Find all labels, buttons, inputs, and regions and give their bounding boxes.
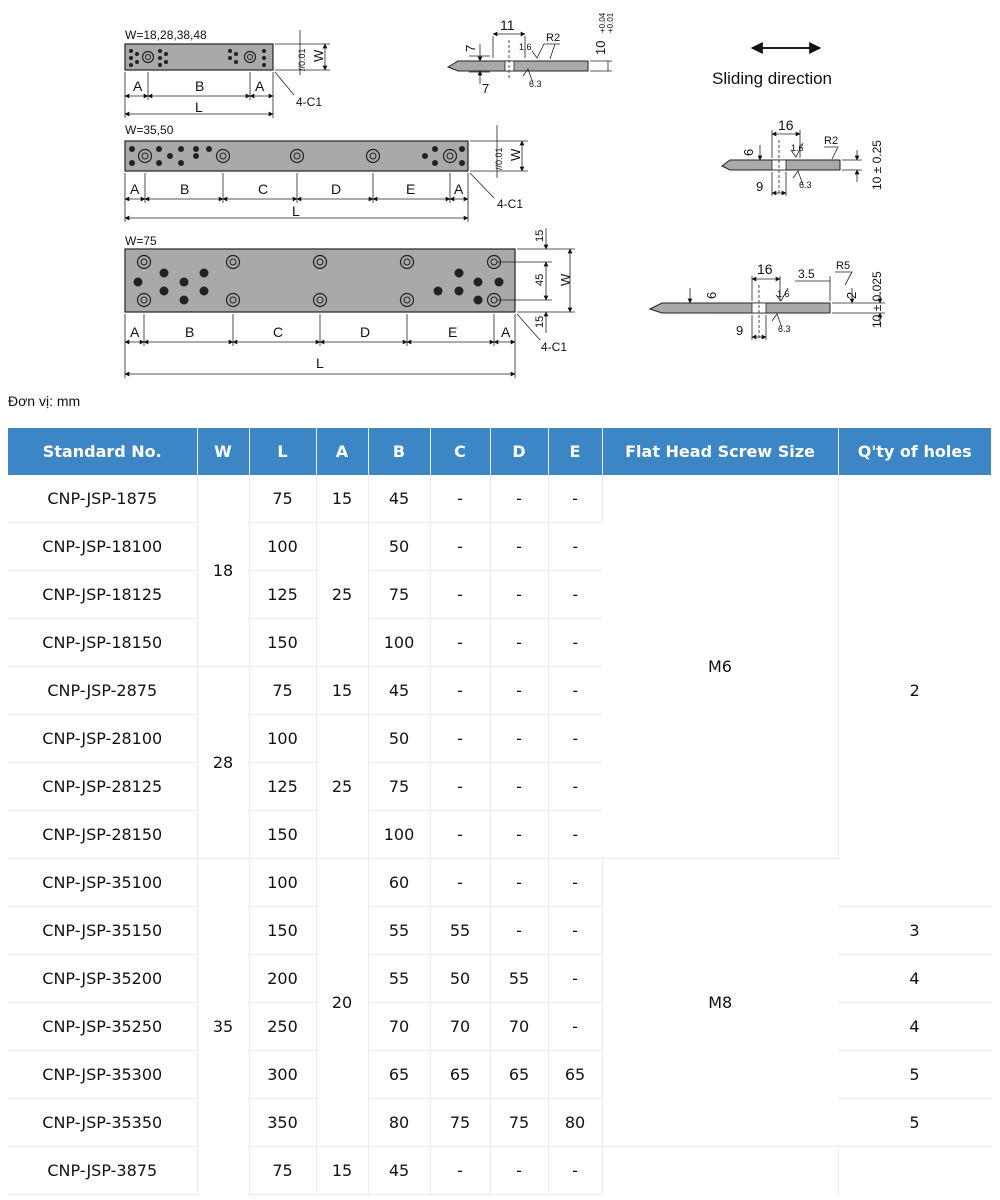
cell-d: - — [490, 811, 548, 859]
cell-standard-no: CNP-JSP-28125 — [8, 763, 197, 811]
sec2-dim-9: 9 — [756, 179, 764, 194]
col-b: B — [368, 428, 430, 475]
col-qty-holes: Q'ty of holes — [838, 428, 991, 475]
sec3-dim-9: 9 — [736, 323, 744, 338]
cell-b: 50 — [368, 523, 430, 571]
sec1-tol-lower: +0.01 — [606, 12, 615, 33]
cell-l: 150 — [249, 619, 316, 667]
cell-b: 100 — [368, 619, 430, 667]
cell-e: - — [548, 715, 602, 763]
cell-e: 65 — [548, 1051, 602, 1099]
col-w: W — [197, 428, 249, 475]
cell-e: - — [548, 907, 602, 955]
dim-top-a2: A — [255, 78, 265, 94]
section-view-1 — [448, 12, 615, 96]
cell-standard-no: CNP-JSP-18125 — [8, 571, 197, 619]
dim-bot-15-top: 15 — [534, 229, 546, 242]
cell-c: 75 — [430, 1099, 490, 1147]
cell-l: 200 — [249, 955, 316, 1003]
cell-standard-no: CNP-JSP-28100 — [8, 715, 197, 763]
col-screw-size: Flat Head Screw Size — [602, 428, 838, 475]
sec3-dim-10-tol: 10 ± 0.025 — [870, 271, 884, 328]
cell-b: 65 — [368, 1051, 430, 1099]
sec2-dim-r2: R2 — [824, 135, 839, 147]
plate-top — [125, 28, 330, 118]
cell-l: 150 — [249, 907, 316, 955]
cell-c: - — [430, 715, 490, 763]
plate-middle-width-label: W=35,50 — [125, 123, 174, 137]
col-c: C — [430, 428, 490, 475]
cell-d: - — [490, 523, 548, 571]
cell-qty-holes: 4 — [838, 1003, 991, 1051]
cell-d: - — [490, 571, 548, 619]
cell-c: - — [430, 571, 490, 619]
cell-standard-no: CNP-JSP-35250 — [8, 1003, 197, 1051]
dim-mid-c: C — [258, 181, 269, 197]
cell-e: - — [548, 811, 602, 859]
sec3-dim-3.5: 3.5 — [798, 267, 815, 281]
sec2-roughness-6.3: 6.3 — [799, 180, 812, 190]
sec1-dim-11: 11 — [500, 17, 515, 33]
cell-b: 45 — [368, 667, 430, 715]
sec3-dim-6: 6 — [704, 291, 719, 299]
table-row — [8, 1099, 991, 1147]
cell-l: 125 — [249, 763, 316, 811]
cell-d: - — [490, 619, 548, 667]
dim-bot-a1: A — [130, 324, 140, 340]
cell-e: - — [548, 619, 602, 667]
cell-c: - — [430, 1147, 490, 1195]
cell-e: - — [548, 523, 602, 571]
cell-standard-no: CNP-JSP-35200 — [8, 955, 197, 1003]
dim-bot-c: C — [273, 324, 284, 340]
plate-bottom-width-label: W=75 — [125, 234, 157, 248]
sec1-dim-r2: R2 — [546, 32, 561, 44]
col-l: L — [249, 428, 316, 475]
sec1-dim-7-top: 7 — [463, 44, 478, 52]
dim-top-chamfer: 4-C1 — [296, 95, 323, 109]
dim-bot-d: D — [360, 324, 371, 340]
cell-c: - — [430, 619, 490, 667]
cell-qty-holes: 2 — [838, 475, 991, 907]
cell-a: 25 — [316, 715, 368, 859]
cell-l: 75 — [249, 667, 316, 715]
cell-screw-size — [602, 1147, 838, 1195]
cell-standard-no: CNP-JSP-35100 — [8, 859, 197, 907]
cell-w: 35 — [197, 859, 249, 1195]
dim-mid-flatness: //0.01 — [494, 147, 504, 170]
cell-standard-no: CNP-JSP-3875 — [8, 1147, 197, 1195]
cell-e: - — [548, 475, 602, 523]
col-d: D — [490, 428, 548, 475]
cell-l: 75 — [249, 475, 316, 523]
dim-bot-e: E — [448, 324, 458, 340]
dim-mid-b: B — [180, 181, 190, 197]
sliding-direction-label: Sliding direction — [712, 69, 833, 88]
cell-standard-no: CNP-JSP-1875 — [8, 475, 197, 523]
technical-drawing — [0, 0, 1000, 385]
cell-c: - — [430, 811, 490, 859]
cell-d: - — [490, 1147, 548, 1195]
cell-e: - — [548, 1003, 602, 1051]
cell-w: 18 — [197, 475, 249, 667]
cell-a: 15 — [316, 667, 368, 715]
cell-l: 250 — [249, 1003, 316, 1051]
cell-d: - — [490, 475, 548, 523]
cell-d: 65 — [490, 1051, 548, 1099]
cell-c: 55 — [430, 907, 490, 955]
dim-mid-a1: A — [130, 181, 140, 197]
cell-c: 70 — [430, 1003, 490, 1051]
cell-e: - — [548, 763, 602, 811]
cell-l: 350 — [249, 1099, 316, 1147]
spec-table — [8, 428, 991, 1195]
sec3-dim-r5: R5 — [836, 260, 851, 272]
col-e: E — [548, 428, 602, 475]
table-row — [8, 907, 991, 955]
cell-qty-holes: 5 — [838, 1051, 991, 1099]
cell-l: 300 — [249, 1051, 316, 1099]
cell-standard-no: CNP-JSP-35150 — [8, 907, 197, 955]
cell-d: - — [490, 763, 548, 811]
cell-standard-no: CNP-JSP-28150 — [8, 811, 197, 859]
dim-mid-chamfer: 4-C1 — [497, 197, 524, 211]
col-a: A — [316, 428, 368, 475]
dim-bot-b: B — [185, 324, 195, 340]
plate-bottom — [125, 228, 575, 378]
cell-b: 80 — [368, 1099, 430, 1147]
cell-e: - — [548, 667, 602, 715]
cell-d: - — [490, 715, 548, 763]
dim-mid-a2: A — [454, 181, 464, 197]
sec2-dim-16: 16 — [778, 117, 794, 133]
sec1-dim-10: 10 — [593, 40, 608, 55]
cell-l: 100 — [249, 715, 316, 763]
table-row — [8, 475, 991, 523]
cell-d: - — [490, 859, 548, 907]
cell-b: 50 — [368, 715, 430, 763]
cell-screw-size: M8 — [602, 859, 838, 1147]
cell-b: 75 — [368, 571, 430, 619]
sec3-roughness-1.6: 1.6 — [777, 289, 790, 299]
dim-mid-d: D — [331, 181, 342, 197]
cell-d: 70 — [490, 1003, 548, 1051]
cell-standard-no: CNP-JSP-18150 — [8, 619, 197, 667]
plate-top-width-label: W=18,28,38,48 — [125, 28, 207, 42]
dim-mid-w: W — [508, 148, 523, 161]
cell-l: 75 — [249, 1147, 316, 1195]
cell-d: 55 — [490, 955, 548, 1003]
table-row — [8, 1051, 991, 1099]
col-standard-no: Standard No. — [8, 428, 197, 475]
cell-b: 45 — [368, 1147, 430, 1195]
cell-c: - — [430, 859, 490, 907]
cell-b: 75 — [368, 763, 430, 811]
dim-bot-l: L — [316, 355, 324, 371]
cell-l: 125 — [249, 571, 316, 619]
cell-b: 55 — [368, 907, 430, 955]
cell-b: 70 — [368, 1003, 430, 1051]
cell-b: 55 — [368, 955, 430, 1003]
cell-e: - — [548, 1147, 602, 1195]
dim-top-a1: A — [133, 78, 143, 94]
dim-top-w: W — [311, 49, 326, 62]
unit-label: Đơn vị: mm — [8, 393, 81, 409]
cell-standard-no: CNP-JSP-35350 — [8, 1099, 197, 1147]
cell-c: - — [430, 523, 490, 571]
cell-b: 45 — [368, 475, 430, 523]
cell-c: - — [430, 667, 490, 715]
dim-bot-45: 45 — [534, 273, 546, 286]
sec3-dim-16: 16 — [757, 261, 773, 277]
sec3-dim-2: 2 — [844, 291, 859, 299]
cell-l: 100 — [249, 859, 316, 907]
dim-top-b: B — [195, 78, 205, 94]
cell-qty-holes: 5 — [838, 1099, 991, 1147]
section-view-2 — [722, 117, 884, 196]
cell-d: - — [490, 667, 548, 715]
dim-mid-l: L — [292, 203, 300, 219]
sec2-dim-6: 6 — [741, 148, 756, 156]
cell-e: - — [548, 955, 602, 1003]
cell-screw-size: M6 — [602, 475, 838, 859]
sliding-direction — [712, 48, 832, 88]
table-row — [8, 1003, 991, 1051]
cell-qty-holes: 4 — [838, 955, 991, 1003]
sec1-roughness-6.3: 6.3 — [529, 79, 542, 89]
cell-qty-holes — [838, 1147, 991, 1195]
cell-a: 15 — [316, 1147, 368, 1195]
table-row — [8, 1147, 991, 1195]
cell-a: 25 — [316, 523, 368, 667]
dim-bot-w: W — [558, 273, 573, 286]
dim-bot-15-bottom: 15 — [534, 315, 546, 328]
cell-a: 20 — [316, 859, 368, 1147]
dim-top-l: L — [195, 99, 203, 115]
cell-standard-no: CNP-JSP-2875 — [8, 667, 197, 715]
dim-mid-e: E — [406, 181, 416, 197]
cell-c: - — [430, 763, 490, 811]
sec2-dim-10-tol: 10 ± 0.25 — [870, 140, 884, 190]
cell-e: - — [548, 571, 602, 619]
sec3-roughness-6.3: 6.3 — [778, 324, 791, 334]
table-row — [8, 955, 991, 1003]
cell-e: - — [548, 859, 602, 907]
cell-d: - — [490, 907, 548, 955]
dim-bot-chamfer: 4-C1 — [541, 340, 568, 354]
plate-middle — [125, 123, 528, 222]
cell-l: 100 — [249, 523, 316, 571]
cell-l: 150 — [249, 811, 316, 859]
cell-w: 28 — [197, 667, 249, 859]
table-header-row — [8, 428, 991, 475]
dim-bot-a2: A — [501, 324, 511, 340]
cell-qty-holes: 3 — [838, 907, 991, 955]
cell-e: 80 — [548, 1099, 602, 1147]
section-view-3 — [650, 260, 885, 340]
cell-b: 100 — [368, 811, 430, 859]
cell-c: 65 — [430, 1051, 490, 1099]
cell-c: 50 — [430, 955, 490, 1003]
cell-standard-no: CNP-JSP-18100 — [8, 523, 197, 571]
sec1-tol-upper: +0.04 — [598, 12, 607, 33]
sec1-dim-7-bottom: 7 — [482, 81, 490, 96]
cell-d: 75 — [490, 1099, 548, 1147]
cell-c: - — [430, 475, 490, 523]
sec1-roughness-1.6: 1.6 — [519, 42, 532, 52]
dim-top-flatness: //0.01 — [297, 48, 307, 71]
cell-a: 15 — [316, 475, 368, 523]
cell-standard-no: CNP-JSP-35300 — [8, 1051, 197, 1099]
cell-b: 60 — [368, 859, 430, 907]
sec2-roughness-1.6: 1.6 — [791, 143, 804, 153]
